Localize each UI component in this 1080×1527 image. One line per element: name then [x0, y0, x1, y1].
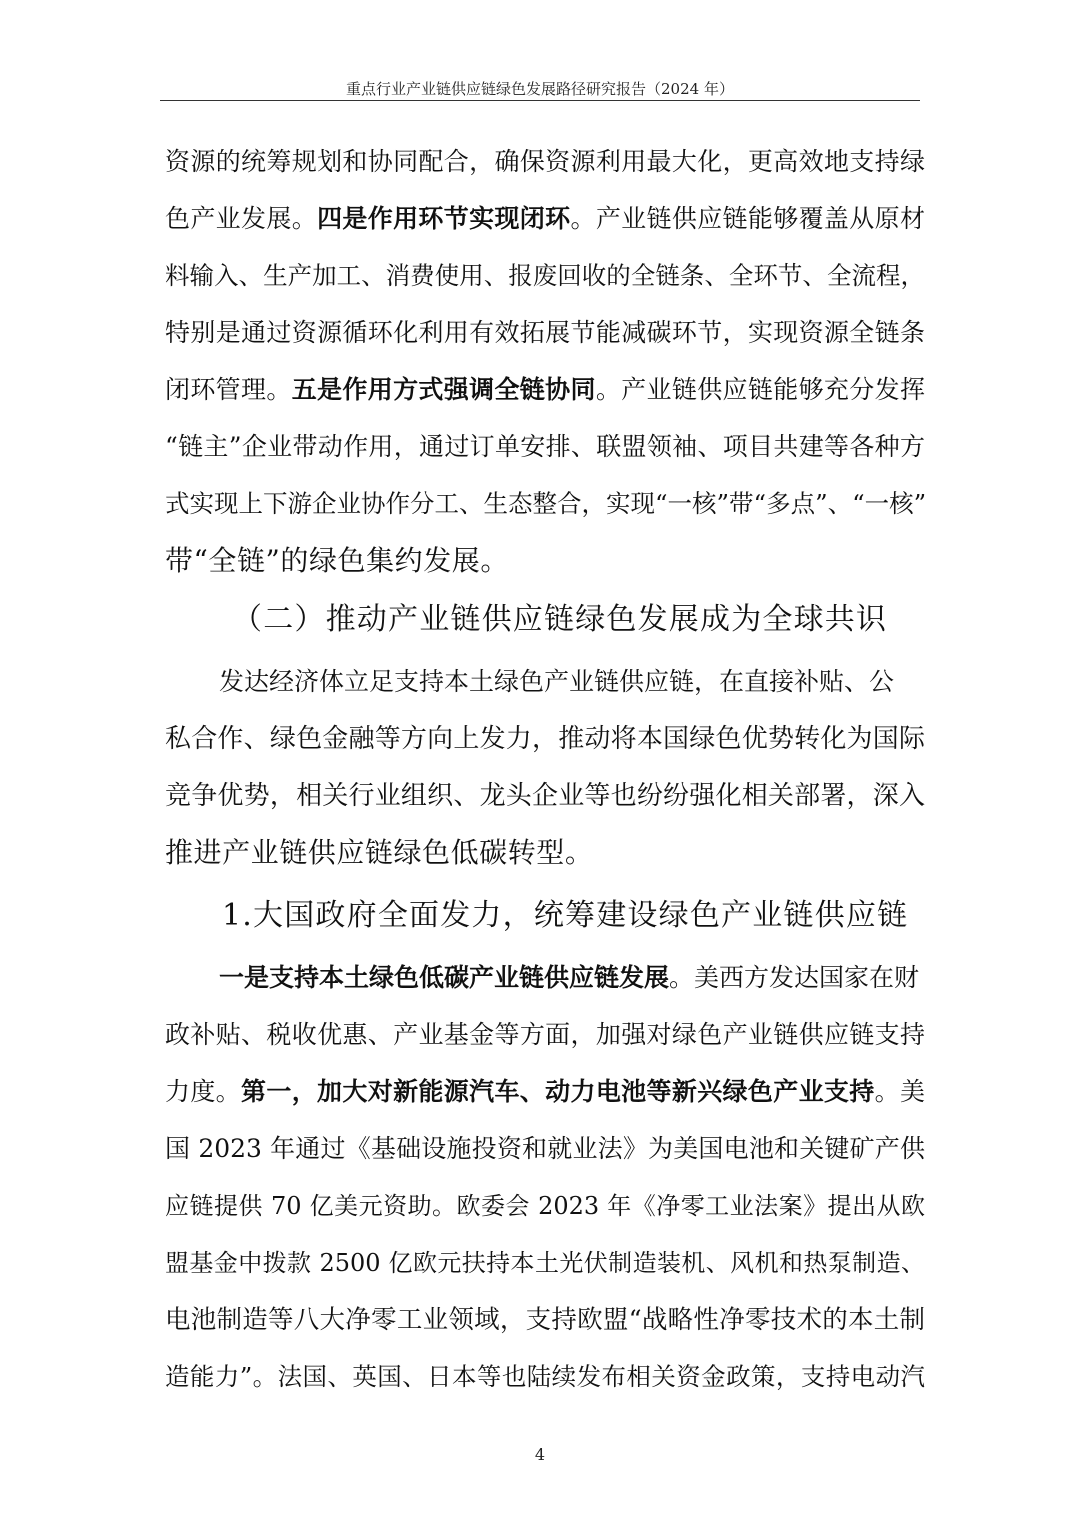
text-run: 。产业链供应链能够覆盖从原材 — [570, 204, 925, 233]
text-line: 应链提供 70 亿美元资助。欧委会 2023 年《净零工业法案》提出从欧 — [165, 1192, 925, 1220]
text-line: 特别是通过资源循环化利用有效拓展节能减碳环节，实现资源全链条 — [165, 318, 925, 347]
text-line: 推进产业链供应链绿色低碳转型。 — [165, 836, 594, 869]
text-line: 资源的统筹规划和协同配合，确保资源利用最大化，更高效地支持绿 — [165, 147, 925, 176]
text-line: “链主”企业带动作用，通过订单安排、联盟领袖、项目共建等各种方 — [165, 432, 925, 461]
emphasis-text: 第一，加大对新能源汽车、动力电池等新兴绿色产业支持 — [241, 1077, 875, 1106]
text-line — [165, 370, 925, 410]
text-run: 。美西方发达国家在财 — [669, 963, 920, 992]
text-run: 力度。 — [165, 1077, 242, 1106]
text-line: 发达经济体立足支持本土绿色产业链供应链，在直接补贴、公 — [219, 667, 895, 696]
text-line: 国 2023 年通过《基础设施投资和就业法》为美国电池和关键矿产供 — [165, 1134, 925, 1163]
text-line: 政补贴、税收优惠、产业基金等方面，加强对绿色产业链供应链支持 — [165, 1020, 925, 1049]
text-line: 带“全链”的绿色集约发展。 — [165, 544, 509, 577]
text-line: 盟基金中拨款 2500 亿欧元扶持本土光伏制造装机、风机和热泵制造、 — [165, 1249, 925, 1277]
text-line: 私合作、绿色金融等方向上发力，推动将本国绿色优势转化为国际 — [165, 724, 925, 754]
emphasis-text: 四是作用环节实现闭环 — [317, 204, 571, 233]
text-line — [165, 1072, 925, 1112]
emphasis-text: 一是支持本土绿色低碳产业链供应链发展 — [219, 963, 670, 992]
running-header: 重点行业产业链供应链绿色发展路径研究报告（2024 年） — [346, 80, 734, 98]
page-number: 4 — [534, 1445, 546, 1464]
text-line: 料输入、生产加工、消费使用、报废回收的全链条、全环节、全流程， — [165, 261, 925, 290]
section-heading: （二）推动产业链供应链绿色发展成为全球共识 — [232, 602, 888, 637]
subsection-heading: 1.大国政府全面发力，统筹建设绿色产业链供应链 — [222, 898, 909, 933]
text-line — [165, 199, 925, 239]
header-divider — [160, 100, 920, 101]
text-run: 色产业发展。 — [165, 204, 318, 233]
text-run: 。美 — [874, 1077, 925, 1106]
text-line: 式实现上下游企业协作分工、生态整合，实现“一核”带“多点”、“一核” — [165, 489, 927, 518]
text-line: 造能力”。法国、英国、日本等也陆续发布相关资金政策，支持电动汽 — [165, 1362, 925, 1391]
text-line — [219, 958, 919, 998]
text-run: 闭环管理。 — [165, 375, 292, 404]
text-line: 竞争优势，相关行业组织、龙头企业等也纷纷强化相关部署，深入 — [165, 781, 925, 811]
text-line: 电池制造等八大净零工业领域，支持欧盟“战略性净零技术的本土制 — [165, 1305, 925, 1335]
emphasis-text: 五是作用方式强调全链协同 — [291, 375, 596, 404]
text-run: 。产业链供应链能够充分发挥 — [595, 375, 925, 404]
